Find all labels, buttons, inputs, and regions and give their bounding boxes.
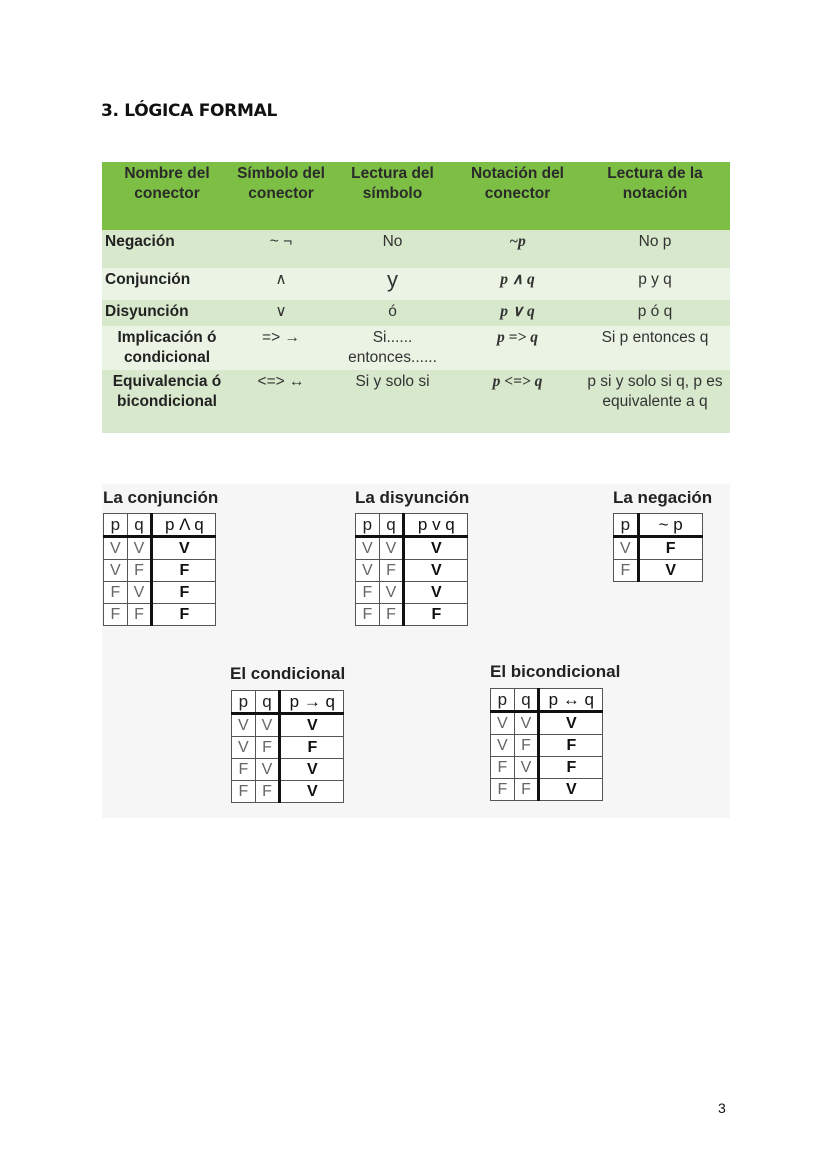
truth-cell: q xyxy=(255,691,280,714)
truth-row xyxy=(491,712,603,735)
truth-cell: q xyxy=(514,689,539,712)
truth-row xyxy=(104,537,216,560)
truth-cell: V xyxy=(280,781,344,803)
truth-cell: V xyxy=(280,714,344,737)
truth-cell: V xyxy=(539,779,603,801)
truth-cell: p xyxy=(104,514,128,537)
truth-cell: V xyxy=(104,537,128,560)
table-row xyxy=(102,370,730,433)
truth-cell: p ↔ q xyxy=(539,689,603,712)
header-cell: Símbolo del conector xyxy=(232,162,330,230)
truth-row xyxy=(104,604,216,626)
truth-row xyxy=(491,757,603,779)
truth-cell: V xyxy=(638,560,702,582)
truth-row xyxy=(232,759,344,781)
truth-cell: V xyxy=(404,582,468,604)
table-row xyxy=(102,326,730,370)
truth-cell: p v q xyxy=(404,514,468,537)
truth-tables-figure xyxy=(102,484,730,818)
cell-name: Equivalencia ó bicondicional xyxy=(112,373,222,410)
truth-header-row xyxy=(104,514,216,537)
truth-cell: V xyxy=(379,537,404,560)
truth-row xyxy=(104,582,216,604)
truth-cell: p xyxy=(356,514,380,537)
truth-cell: F xyxy=(638,537,702,560)
truth-row xyxy=(356,604,468,626)
truth-cell: F xyxy=(104,582,128,604)
table-header-row xyxy=(102,162,730,230)
section-title: 3. LÓGICA FORMAL xyxy=(101,101,277,121)
truth-cell: F xyxy=(514,779,539,801)
truth-cell: F xyxy=(356,604,380,626)
truth-row xyxy=(356,560,468,582)
truth-cell: F xyxy=(104,604,128,626)
header-cell: Notación del conector xyxy=(455,162,580,230)
truth-cell: F xyxy=(152,560,216,582)
truth-row xyxy=(232,737,344,759)
cell-reading: Si y solo si xyxy=(355,373,430,390)
truth-table-title: La negación xyxy=(613,488,713,507)
truth-table-title: El bicondicional xyxy=(490,662,621,681)
cell-notation: p <=> q xyxy=(492,373,543,390)
header-cell: Lectura de la notación xyxy=(580,162,730,230)
cell-notation: ~p xyxy=(509,233,526,250)
truth-cell: F xyxy=(379,560,404,582)
truth-cell: ~ p xyxy=(638,514,702,537)
truth-table-title: La conjunción xyxy=(103,488,219,507)
truth-cell: V xyxy=(127,582,152,604)
truth-cell: V xyxy=(404,537,468,560)
cell-symbol: => → xyxy=(262,329,300,346)
cell-name: Negación xyxy=(105,233,175,250)
cell-symbol: ∨ xyxy=(275,303,287,320)
cell-notation: p => q xyxy=(497,329,538,346)
truth-table xyxy=(231,690,344,803)
truth-row xyxy=(232,714,344,737)
truth-cell: q xyxy=(127,514,152,537)
truth-cell: p xyxy=(491,689,515,712)
cell-notation-reading: p si y solo si q, p es equivalente a q xyxy=(587,373,723,410)
truth-table-title: El condicional xyxy=(230,664,346,683)
cell-notation: p ∧ q xyxy=(500,271,535,288)
truth-row xyxy=(104,560,216,582)
cell-reading: y xyxy=(387,267,398,292)
truth-cell: F xyxy=(255,737,280,759)
truth-cell: V xyxy=(152,537,216,560)
cell-reading: ó xyxy=(388,303,397,320)
truth-cell: V xyxy=(491,735,515,757)
truth-cell: p Λ q xyxy=(152,514,216,537)
truth-header-row xyxy=(356,514,468,537)
truth-row xyxy=(356,537,468,560)
truth-cell: F xyxy=(404,604,468,626)
truth-table-title: La disyunción xyxy=(355,488,470,507)
cell-name: Conjunción xyxy=(105,271,191,288)
truth-cell: V xyxy=(379,582,404,604)
truth-cell: V xyxy=(280,759,344,781)
truth-row xyxy=(491,735,603,757)
truth-cell: F xyxy=(539,757,603,779)
truth-cell: V xyxy=(232,737,256,759)
cell-notation-reading: p y q xyxy=(638,271,672,288)
truth-cell: F xyxy=(491,779,515,801)
cell-symbol: ∧ xyxy=(275,271,287,288)
truth-row xyxy=(491,779,603,801)
cell-notation-reading: p ó q xyxy=(637,303,673,320)
truth-cell: F xyxy=(232,759,256,781)
truth-cell: V xyxy=(539,712,603,735)
truth-table xyxy=(490,688,603,801)
truth-table xyxy=(613,513,703,582)
truth-cell: V xyxy=(104,560,128,582)
truth-cell: V xyxy=(127,537,152,560)
truth-cell: F xyxy=(491,757,515,779)
cell-reading: No xyxy=(382,233,403,250)
truth-cell: q xyxy=(379,514,404,537)
truth-cell: F xyxy=(152,604,216,626)
page-number: 3 xyxy=(718,1100,726,1116)
cell-reading: Si...... entonces...... xyxy=(348,329,437,366)
truth-header-row xyxy=(232,691,344,714)
truth-table xyxy=(103,513,216,626)
truth-cell: p xyxy=(614,514,639,537)
cell-notation-reading: Si p entonces q xyxy=(601,329,709,346)
truth-header-row xyxy=(491,689,603,712)
table-row xyxy=(102,268,730,300)
truth-cell: V xyxy=(514,712,539,735)
truth-cell: F xyxy=(232,781,256,803)
truth-table xyxy=(355,513,468,626)
truth-cell: V xyxy=(404,560,468,582)
truth-cell: F xyxy=(614,560,639,582)
truth-row xyxy=(614,560,703,582)
table-row xyxy=(102,230,730,268)
header-cell: Lectura del símbolo xyxy=(330,162,455,230)
truth-cell: p → q xyxy=(280,691,344,714)
truth-cell: V xyxy=(491,712,515,735)
truth-cell: F xyxy=(152,582,216,604)
truth-cell: F xyxy=(379,604,404,626)
truth-cell: V xyxy=(255,714,280,737)
truth-cell: V xyxy=(356,560,380,582)
truth-cell: F xyxy=(514,735,539,757)
cell-symbol: ~ ¬ xyxy=(269,233,293,250)
truth-cell: F xyxy=(356,582,380,604)
truth-cell: p xyxy=(232,691,256,714)
header-cell: Nombre del conector xyxy=(102,162,232,230)
truth-row xyxy=(614,537,703,560)
truth-header-row xyxy=(614,514,703,537)
truth-cell: V xyxy=(614,537,639,560)
table-row xyxy=(102,300,730,326)
truth-cell: F xyxy=(127,560,152,582)
truth-cell: F xyxy=(539,735,603,757)
truth-cell: V xyxy=(356,537,380,560)
cell-symbol: <=> ↔ xyxy=(257,373,305,390)
connectors-table xyxy=(102,162,730,433)
truth-cell: F xyxy=(127,604,152,626)
truth-cell: F xyxy=(255,781,280,803)
truth-row xyxy=(356,582,468,604)
truth-cell: F xyxy=(280,737,344,759)
truth-cell: V xyxy=(514,757,539,779)
cell-name: Implicación ó condicional xyxy=(117,329,217,366)
cell-notation-reading: No p xyxy=(638,233,672,250)
truth-row xyxy=(232,781,344,803)
cell-notation: p ∨ q xyxy=(500,303,535,320)
cell-name: Disyunción xyxy=(105,303,189,320)
truth-cell: V xyxy=(232,714,256,737)
truth-cell: V xyxy=(255,759,280,781)
